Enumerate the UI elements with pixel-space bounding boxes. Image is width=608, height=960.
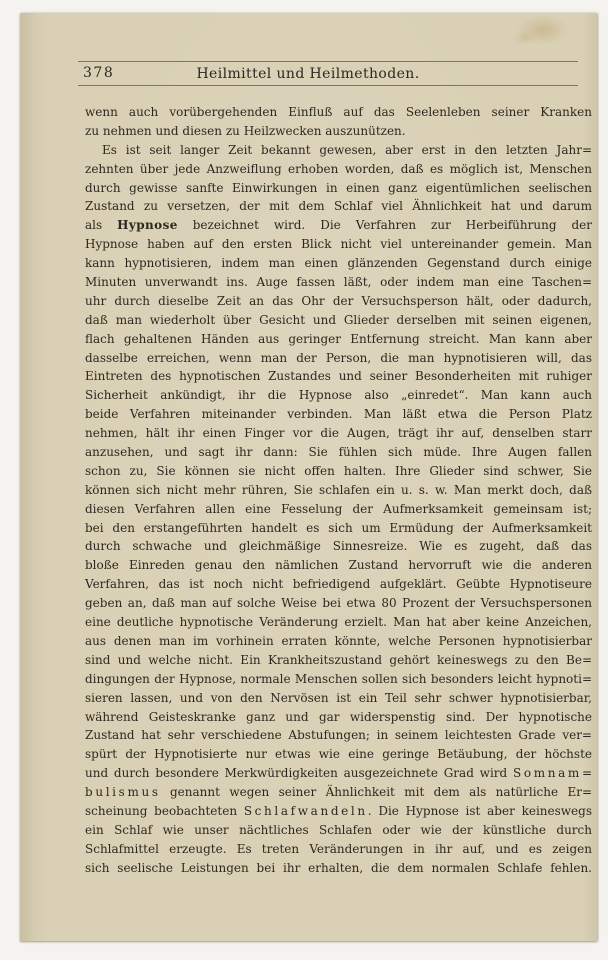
paper-stain-small xyxy=(511,31,537,45)
text-line: beide Verfahren miteinander verbinden. Man läßt etwa die Person Platz xyxy=(85,407,592,422)
running-header: Heilmittel und Heilmethoden. xyxy=(196,66,420,82)
text-line: anzusehen, und sagt ihr dann: Sie fühlen sich müde. Ihre Augen fallen xyxy=(85,445,592,460)
page-body-text xyxy=(85,103,592,878)
header-rule-bottom xyxy=(78,85,578,86)
text-line: Sicherheit ankündigt, ihr die Hypnose also „einredet“. Man kann auch xyxy=(85,388,592,403)
text-line: sich seelische Leistungen bei ihr erhalten, die dem normalen Schlafe fehlen. xyxy=(85,860,592,875)
page-number: 378 xyxy=(83,65,115,81)
text-line: kann hypnotisieren, indem man einen glänzenden Gegenstand durch einige xyxy=(85,256,592,271)
text-line: scheinung beobachteten Schlafwandeln. Die Hypnose ist aber keineswegs xyxy=(85,803,592,818)
text-line: bloße Einreden genau den nämlichen Zustand hervorruft wie die anderen xyxy=(85,558,592,573)
text-line: uhr durch dieselbe Zeit an das Ohr der Versuchsperson hält, oder dadurch, xyxy=(85,293,592,308)
text-line: sieren lassen, und von den Nervösen ist ein Teil sehr schwer hypnotisierbar, xyxy=(85,690,592,705)
text-line: als Hypnose bezeichnet wird. Die Verfahren zur Herbeiführung der xyxy=(85,218,593,233)
text-line: Es ist seit langer Zeit bekannt gewesen, aber erst in den letzten Jahr= xyxy=(102,142,592,157)
text-line: dingungen der Hypnose, normale Menschen sollen sich besonders leicht hypnoti= xyxy=(85,671,592,686)
text-line: Hypnose haben auf den ersten Blick nicht viel untereinander gemein. Man xyxy=(85,237,592,252)
text-line: nehmen, hält ihr einen Finger vor die Augen, trägt ihr auf, denselben starr xyxy=(85,426,592,441)
text-line: ein Schlaf wie unser nächtliches Schlafen oder wie der künstliche durch xyxy=(85,822,592,837)
text-line: Verfahren, das ist noch nicht befriedigend aufgeklärt. Geübte Hypnotiseure xyxy=(85,577,592,592)
text-line: wenn auch vorübergehenden Einfluß auf das Seelenleben seiner Kranken xyxy=(85,105,592,119)
text-line: bulismus genannt wegen seiner Ähnlichkeit mit dem als natürliche Er= xyxy=(85,785,592,800)
text-line: daß man wiederholt über Gesicht und Glieder derselben mit seinen eigenen, xyxy=(85,312,592,327)
text-line: zehnten über jede Anzweiflung erhoben worden, daß es möglich ist, Menschen xyxy=(85,161,592,176)
text-line: durch schwache und gleichmäßige Sinnesreize. Wie es zugeht, daß das xyxy=(85,539,592,554)
text-line: sind und welche nicht. Ein Krankheitszustand gehört keineswegs zu den Be= xyxy=(85,652,592,667)
text-line: Zustand hat sehr verschiedene Abstufungen; in seinem leichtesten Grade ver= xyxy=(85,728,592,743)
text-line: Minuten unverwandt ins. Auge fassen läßt, oder indem man eine Taschen= xyxy=(85,275,592,290)
text-line: dasselbe erreichen, wenn man der Person, die man hypnotisieren will, das xyxy=(85,350,592,365)
text-line: können sich nicht mehr rühren, Sie schlafen ein u. s. w. Man merkt doch, daß xyxy=(85,482,592,497)
text-line: flach gehaltenen Händen aus geringer Entfernung streicht. Man kann aber xyxy=(85,331,592,346)
header-rule-top xyxy=(78,61,578,62)
text-line: eine deutliche hypnotische Veränderung erzielt. Man hat aber keine Anzeichen, xyxy=(85,615,592,630)
text-line: Zustand zu versetzen, der mit dem Schlaf viel Ähnlichkeit hat und darum xyxy=(85,199,592,214)
text-line: aus denen man im vorhinein erraten könnte, welche Personen hypnotisierbar xyxy=(85,633,592,648)
text-line: und durch besondere Merkwürdigkeiten ausgezeichnete Grad wird Somnam= xyxy=(85,766,592,781)
text-line: Schlafmittel erzeugte. Es treten Veränderungen in ihr auf, und es zeigen xyxy=(85,841,592,856)
text-line: Eintreten des hypnotischen Zustandes und seiner Besonderheiten mit ruhiger xyxy=(85,369,592,384)
text-line: zu nehmen und diesen zu Heilzwecken auszunützen. xyxy=(85,123,406,138)
text-line: diesen Verfahren allen eine Fesselung der Aufmerksamkeit gemeinsam ist; xyxy=(85,501,592,516)
text-line: während Geisteskranke ganz und gar widerspenstig sind. Der hypnotische xyxy=(85,709,592,724)
text-line: geben an, daß man auf solche Weise bei etwa 80 Prozent der Versuchspersonen xyxy=(85,596,592,611)
book-page-scan xyxy=(20,13,597,941)
text-line: schon zu, Sie können sie nicht offen halten. Ihre Glieder sind schwer, Sie xyxy=(85,463,592,478)
text-line: spürt der Hypnotisierte nur etwas wie eine geringe Betäubung, der höchste xyxy=(85,747,592,762)
text-line: durch gewisse sanfte Einwirkungen in einen ganz eigentümlichen seelischen xyxy=(85,180,592,195)
text-line: bei den erstangeführten handelt es sich um Ermüdung der Aufmerksamkeit xyxy=(85,520,592,535)
